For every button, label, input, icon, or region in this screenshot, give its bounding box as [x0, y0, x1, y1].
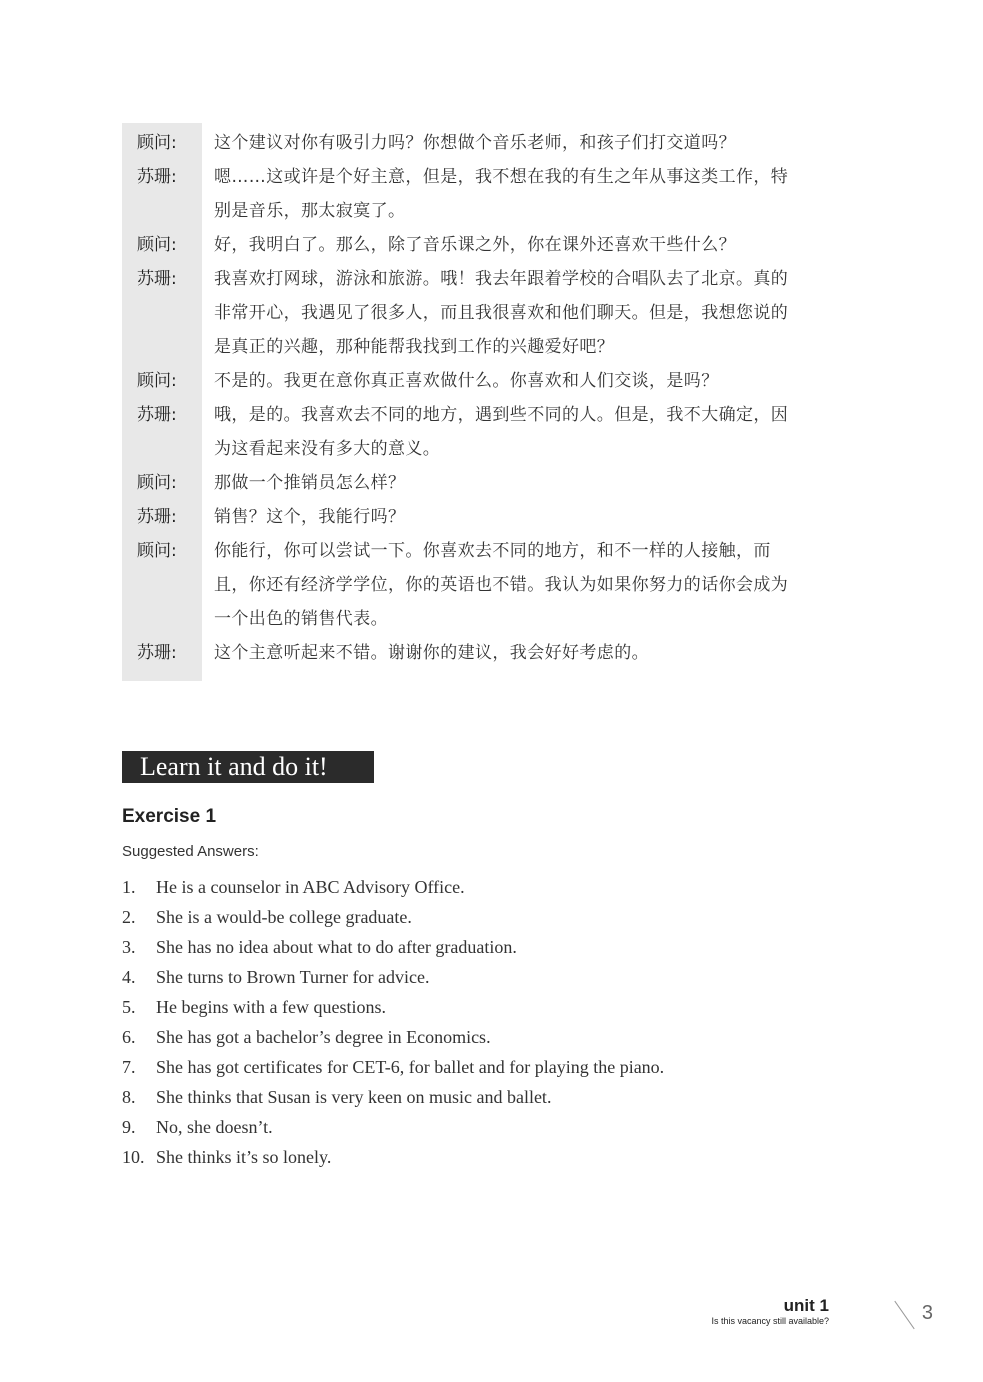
speech-line: 销售？这个，我能行吗？ [214, 507, 406, 527]
unit-subtitle: Is this vacancy still available? [711, 1316, 829, 1326]
speech-line: 不是的。我更在意你真正喜欢做什么。你喜欢和人们交谈，是吗？ [214, 371, 719, 391]
answer-text: She is a would-be college graduate. [156, 907, 412, 927]
answer-number: 5. [122, 997, 136, 1017]
speaker-label: 顾问: [137, 133, 177, 153]
speaker-label: 苏珊: [137, 507, 177, 527]
answer-text: No, she doesn’t. [156, 1117, 273, 1137]
answer-item [122, 962, 429, 992]
answer-number: 8. [122, 1087, 136, 1107]
answer-text: She thinks it’s so lonely. [156, 1147, 332, 1167]
answer-item [122, 1052, 664, 1082]
speech-line: 你能行，你可以尝试一下。你喜欢去不同的地方，和不一样的人接触，而 [214, 541, 771, 561]
speech-line: 是真正的兴趣，那种能帮我找到工作的兴趣爱好吧？ [214, 337, 615, 357]
page-number: 3 [921, 1302, 933, 1324]
suggested-answers-label: Suggested Answers: [122, 843, 259, 860]
answer-item [122, 1112, 273, 1142]
answer-text: She thinks that Susan is very keen on music and ballet. [156, 1087, 552, 1107]
page-footer [673, 1296, 933, 1336]
answer-number: 10. [122, 1147, 145, 1167]
answer-number: 9. [122, 1117, 136, 1137]
answer-item [122, 992, 386, 1022]
answer-text: She has no idea about what to do after graduation. [156, 937, 517, 957]
answer-text: He is a counselor in ABC Advisory Office. [156, 877, 465, 897]
answer-text: He begins with a few questions. [156, 997, 386, 1017]
section-banner [122, 751, 374, 783]
speech-line: 我喜欢打网球，游泳和旅游。哦！我去年跟着学校的合唱队去了北京。真的 [214, 269, 789, 289]
speaker-label: 苏珊: [137, 269, 177, 289]
speech-line: 且，你还有经济学学位，你的英语也不错。我认为如果你努力的话你会成为 [214, 575, 789, 595]
answer-item [122, 872, 465, 902]
answer-number: 6. [122, 1027, 136, 1047]
answer-number: 4. [122, 967, 136, 987]
exercise-title: Exercise 1 [122, 806, 217, 827]
answer-item [122, 902, 412, 932]
answer-number: 1. [122, 877, 136, 897]
answer-item [122, 1142, 331, 1172]
speech-line: 为这看起来没有多大的意义。 [214, 439, 441, 459]
speaker-label: 顾问: [137, 541, 177, 561]
speaker-label: 顾问: [137, 371, 177, 391]
answer-text: She turns to Brown Turner for advice. [156, 967, 430, 987]
answer-text: She has got certificates for CET-6, for ballet and for playing the piano. [156, 1057, 665, 1077]
speech-line: 别是音乐，那太寂寞了。 [214, 201, 406, 221]
answer-number: 7. [122, 1057, 136, 1077]
speaker-label: 苏珊: [137, 167, 177, 187]
answer-text: She has got a bachelor’s degree in Economics. [156, 1027, 491, 1047]
answer-item [122, 1082, 551, 1112]
speech-line: 这个建议对你有吸引力吗？你想做个音乐老师，和孩子们打交道吗？ [214, 133, 736, 153]
footer-divider [894, 1301, 914, 1329]
dialogue-block [122, 123, 882, 681]
answer-item [122, 932, 517, 962]
answer-number: 3. [122, 937, 136, 957]
speaker-label: 苏珊: [137, 643, 177, 663]
speech-line: 这个主意听起来不错。谢谢你的建议，我会好好考虑的。 [214, 643, 649, 663]
answer-number: 2. [122, 907, 136, 927]
speech-line: 好，我明白了。那么，除了音乐课之外，你在课外还喜欢干些什么？ [214, 235, 736, 255]
speaker-label: 顾问: [137, 235, 177, 255]
answer-item [122, 1022, 491, 1052]
speech-line: 非常开心，我遇见了很多人，而且我很喜欢和他们聊天。但是，我想您说的 [214, 303, 789, 323]
speech-line: 那做一个推销员怎么样？ [214, 473, 406, 493]
speech-line: 嗯……这或许是个好主意，但是，我不想在我的有生之年从事这类工作，特 [214, 167, 789, 187]
speech-line: 一个出色的销售代表。 [214, 609, 388, 629]
section-title: Learn it and do it! [140, 752, 328, 781]
unit-label: unit 1 [783, 1296, 829, 1315]
speaker-label: 顾问: [137, 473, 177, 493]
speech-line: 哦，是的。我喜欢去不同的地方，遇到些不同的人。但是，我不大确定，因 [214, 405, 789, 425]
speaker-label: 苏珊: [137, 405, 177, 425]
